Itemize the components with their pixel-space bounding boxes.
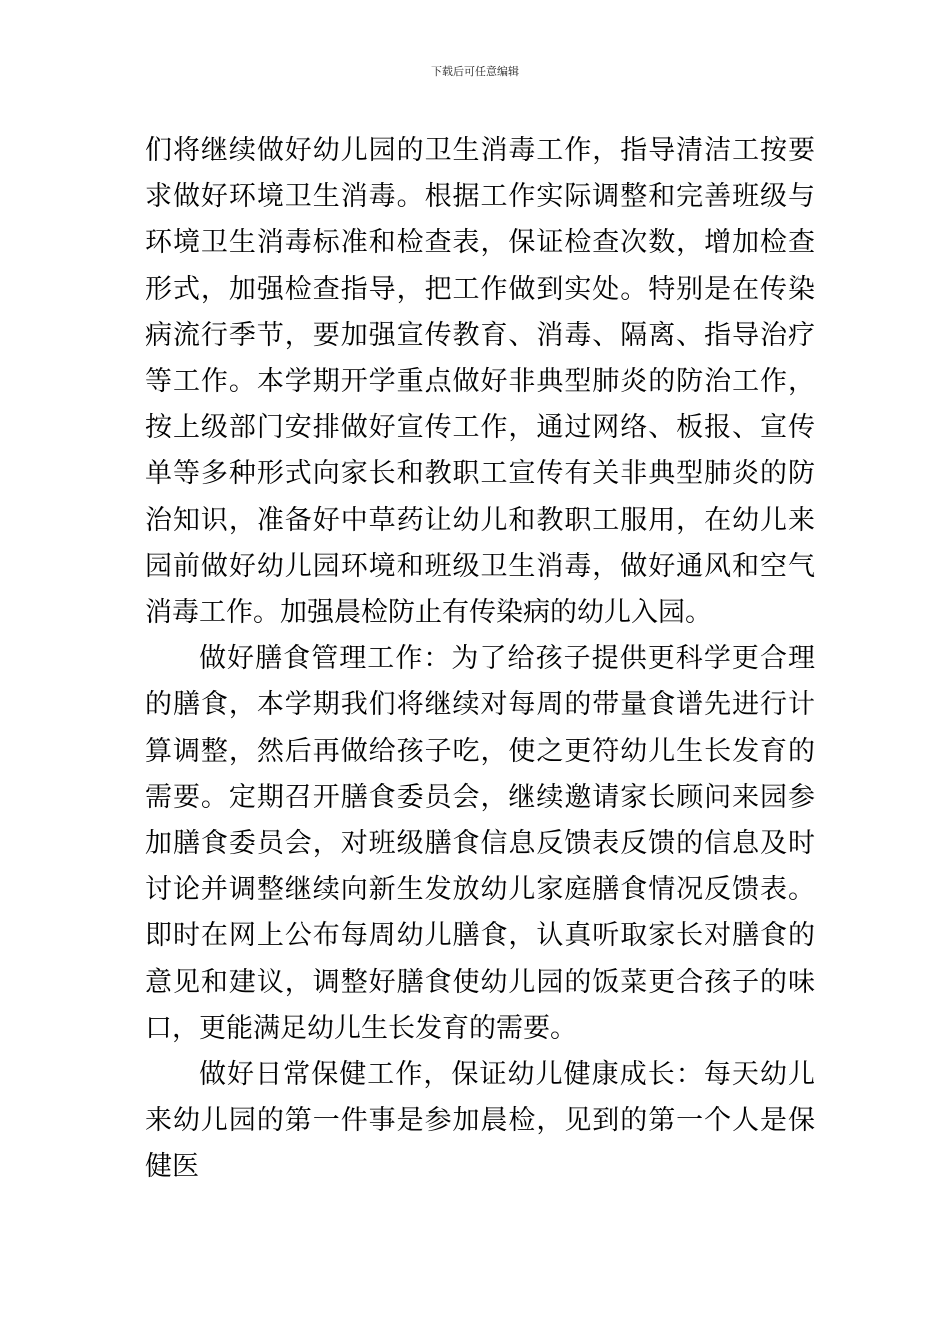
page-header-note: 下载后可任意编辑 — [431, 65, 519, 78]
paragraph-daily-health-care: 做好日常保健工作，保证幼儿健康成长：每天幼儿来幼儿园的第一件事是参加晨检，见到的第一个人是保健医 — [145, 1059, 815, 1183]
paragraph-sanitation: 们将继续做好幼儿园的卫生消毒工作，指导清洁工按要求做好环境卫生消毒。根据工作实际调整和完善班级与环境卫生消毒标准和检查表，保证检查次数，增加检查形式，加强检查指导，把工作做到实处。特别是在传染病流行季节，要加强宣传教育、消毒、隔离、指导治疗等工作。本学期开学重点做好非典型肺炎的防治工作，按上级部门安排做好宣传工作，通过网络、板报、宣传单等多种形式向家长和教职工宣传有关非典型肺炎的防治知识，准备好中草药让幼儿和教职工服用，在幼儿来园前做好幼儿园环境和班级卫生消毒，做好通风和空气消毒工作。加强晨检防止有传染病的幼儿入园。 — [145, 135, 815, 629]
document-body — [145, 128, 815, 1191]
paragraph-meal-management: 做好膳食管理工作：为了给孩子提供更科学更合理的膳食，本学期我们将继续对每周的带量食谱先进行计算调整，然后再做给孩子吃，使之更符幼儿生长发育的需要。定期召开膳食委员会，继续邀请家长顾问来园参加膳食委员会，对班级膳食信息反馈表反馈的信息及时讨论并调整继续向新生发放幼儿家庭膳食情况反馈表。即时在网上公布每周幼儿膳食，认真听取家长对膳食的意见和建议，调整好膳食使幼儿园的饭菜更合孩子的味口，更能满足幼儿生长发育的需要。 — [145, 643, 815, 1044]
